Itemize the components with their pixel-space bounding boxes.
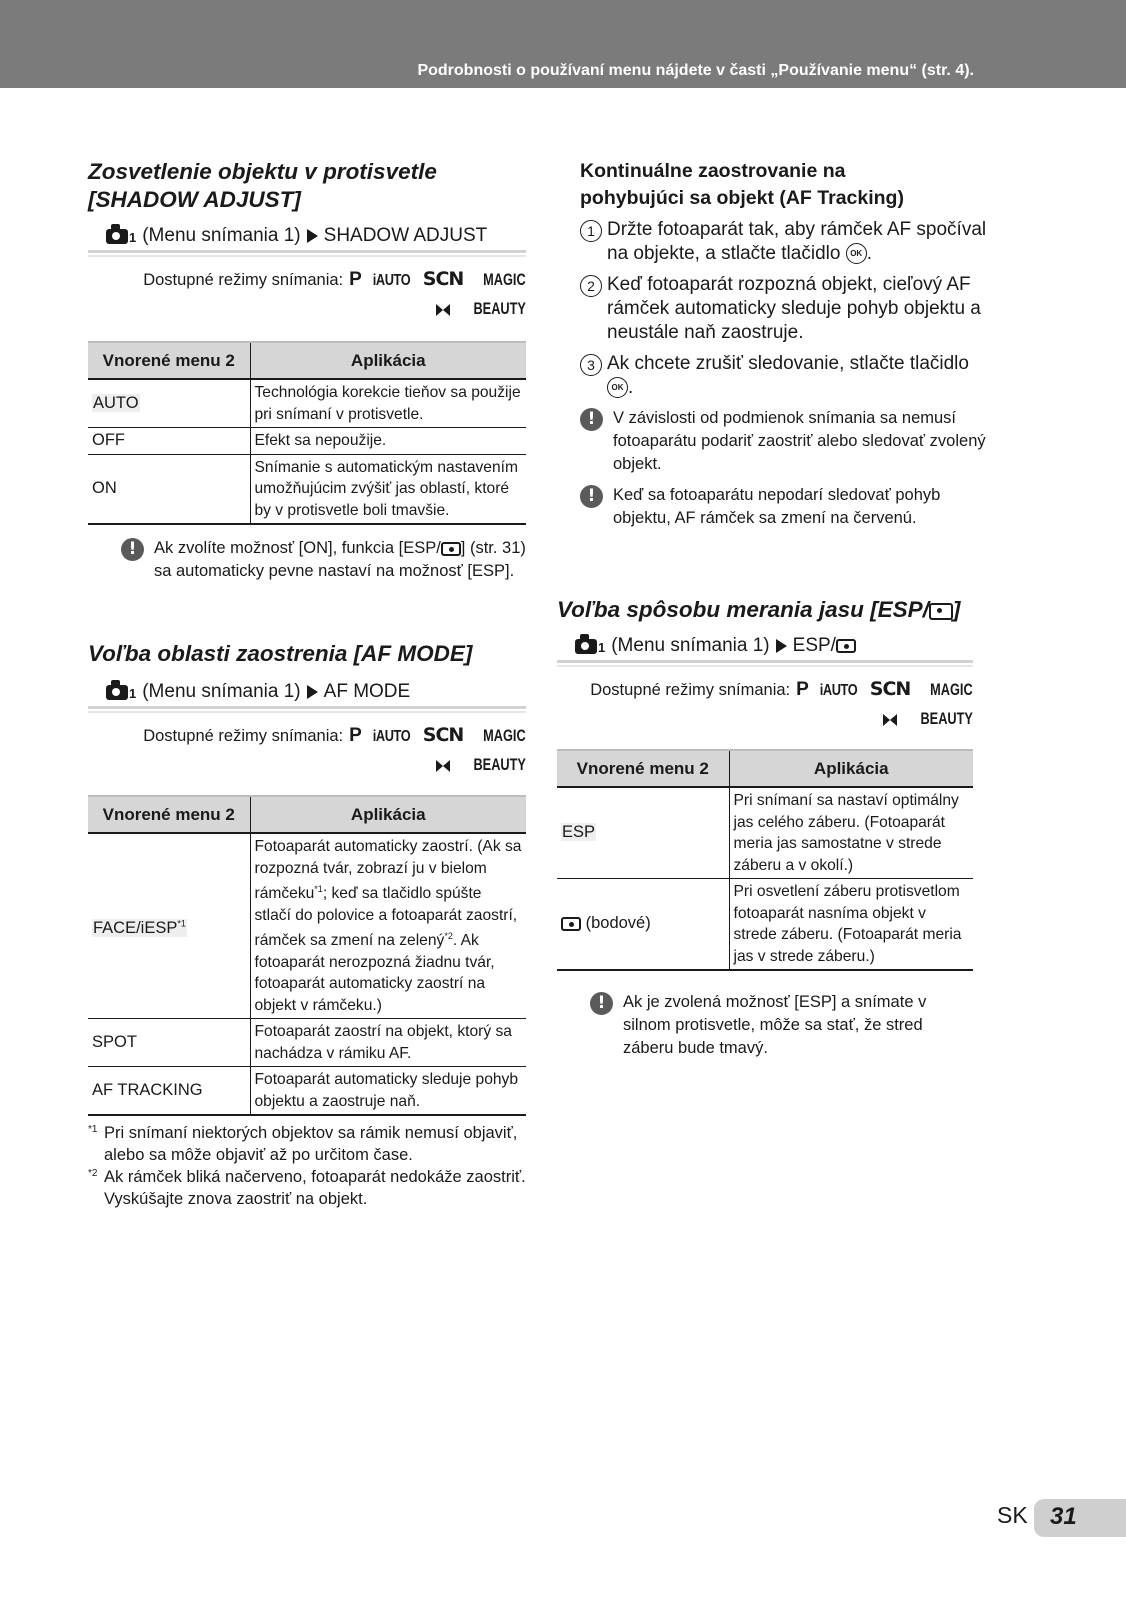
mode-magic-icon: MAGIC xyxy=(483,726,526,745)
row-name: ON xyxy=(88,454,250,524)
modes-label: Dostupné režimy snímania: xyxy=(590,681,791,699)
row-name: FACE/iESP$^{*1}$ xyxy=(93,918,186,937)
beauty-bowtie-icon xyxy=(883,714,897,726)
page-number: 31 xyxy=(1050,1503,1077,1530)
arrow-right-icon xyxy=(776,639,787,653)
menu-path-item: ESP/ xyxy=(792,635,836,656)
note xyxy=(88,537,526,583)
ok-button-icon: OK xyxy=(846,243,867,264)
caution-icon: ! xyxy=(580,485,603,508)
step-number: 1 xyxy=(580,220,602,242)
caution-icon: ! xyxy=(590,992,613,1015)
menu-path-item: SHADOW ADJUST xyxy=(323,225,488,246)
arrow-right-icon xyxy=(307,229,318,243)
spot-metering-icon xyxy=(836,639,856,653)
menu-path-prefix: (Menu snímania 1) xyxy=(611,635,770,656)
title-line: Zosvetlenie objektu v protisvetle xyxy=(88,159,437,184)
table-header: Vnorené menu 2 xyxy=(88,342,250,379)
mode-p-icon: P xyxy=(349,269,362,290)
section-title: Voľba spôsobu merania jasu [ESP/ ] xyxy=(557,597,961,622)
note-text: Ak zvolíte možnosť [ON], funkcia [ESP/ ] (str. 31) sa automaticky pevne nastaví na možnosť [ESP]. xyxy=(154,539,526,580)
mode-iauto-icon: iAUTO xyxy=(372,728,411,745)
shadow-table xyxy=(88,341,526,525)
header-text: Podrobnosti o používaní menu nájdete v časti „Používanie menu“ (str. 4). xyxy=(417,62,974,79)
table-row xyxy=(557,879,973,971)
step-text: Držte fotoaparát tak, aby rámček AF spočíval na objekte, a stlačte tlačidlo OK . xyxy=(607,219,987,264)
row-desc: Fotoaparát automaticky sleduje pohyb objektu a zaostruje naň. xyxy=(250,1067,526,1116)
arrow-right-icon xyxy=(307,685,318,699)
footnote-text: Pri snímaní niektorých objektov sa rámik nemusí objaviť, alebo sa môže objaviť až po určitom čase. xyxy=(104,1124,518,1165)
title-line: Kontinuálne zaostrovanie na xyxy=(580,160,846,182)
modes-label: Dostupné režimy snímania: xyxy=(143,271,344,289)
footnote-text: Ak rámček bliká načerveno, fotoaparát nedokáže zaostriť. Vyskúšajte znova zaostriť na objekt. xyxy=(104,1168,526,1209)
menu-path xyxy=(88,222,526,253)
menu-path xyxy=(557,632,973,663)
footnotes xyxy=(88,1122,526,1210)
camera-icon: 1 xyxy=(575,639,605,654)
note-text: Ak je zvolená možnosť [ESP] a snímate v silnom protisvetle, môže sa stať, že stred záberu bude tmavý. xyxy=(623,993,927,1057)
beauty-bowtie-icon xyxy=(436,304,450,316)
section-title: Voľba oblasti zaostrenia [AF MODE] xyxy=(88,641,473,666)
tracking-section xyxy=(580,158,990,530)
mode-beauty-icon: BEAUTY xyxy=(920,709,973,728)
menu-path xyxy=(88,678,526,709)
mode-magic-icon: MAGIC xyxy=(930,680,973,699)
table-row xyxy=(88,379,526,428)
step-text: Ak chcete zrušiť sledovanie, stlačte tlačidlo OK . xyxy=(607,353,969,398)
esp-table xyxy=(557,749,973,971)
note-text: Keď sa fotoaparátu nepodarí sledovať pohyb objektu, AF rámček sa zmení na červenú. xyxy=(613,486,941,527)
row-name: OFF xyxy=(88,428,250,455)
step-number: 2 xyxy=(580,275,602,297)
mode-p-icon: P xyxy=(796,679,809,700)
mode-beauty-icon: BEAUTY xyxy=(473,755,526,774)
afmode-table xyxy=(88,795,526,1116)
row-name: AUTO xyxy=(93,393,139,412)
page-number-box xyxy=(1034,1499,1126,1537)
table-row xyxy=(88,428,526,455)
camera-icon: 1 xyxy=(106,229,136,244)
caution-icon: ! xyxy=(121,538,144,561)
note xyxy=(580,484,990,530)
steps xyxy=(580,218,990,400)
available-modes xyxy=(557,675,973,733)
spot-metering-icon xyxy=(929,603,953,620)
row-desc: Fotoaparát zaostrí na objekt, ktorý sa nachádza v rámiku AF. xyxy=(250,1019,526,1067)
mode-scn-icon: SCN xyxy=(422,268,464,290)
footnote xyxy=(88,1166,526,1210)
step-item xyxy=(580,273,990,345)
menu-path-item: AF MODE xyxy=(323,681,411,702)
table-header: Aplikácia xyxy=(250,796,526,833)
esp-section xyxy=(557,596,973,1060)
mode-magic-icon: MAGIC xyxy=(483,270,526,289)
language-code: SK xyxy=(997,1502,1028,1528)
row-desc: Fotoaparát automaticky zaostrí. (Ak sa rozpozná tvár, zobrazí ju v bielom rámčeku$^{*1}$; keď sa tlačidlo spúšte stlačí do polovice a fotoaparát zaostrí, rámček sa zmení na zelený$^{*2}$. Ak fotoaparát nerozpozná žiadnu tvár, fotoaparát automaticky zaostrí na objekt v rámčeku.) xyxy=(250,833,526,1019)
step-item xyxy=(580,352,990,400)
note xyxy=(580,407,990,476)
table-row xyxy=(88,833,526,1019)
row-name: (bodové) xyxy=(557,879,729,971)
note-text: V závislosti od podmienok snímania sa nemusí fotoaparátu podariť zaostriť alebo sledovať zvolený objekt. xyxy=(613,409,986,473)
row-desc: Snímanie s automatickým nastavením umožňujúcim zvýšiť jas oblastí, ktoré by v protisvetle boli tmavšie. xyxy=(250,454,526,524)
ok-button-icon: OK xyxy=(607,377,628,398)
section-title xyxy=(88,158,526,214)
row-desc: Efekt sa nepoužije. xyxy=(250,428,526,455)
row-desc: Pri snímaní sa nastaví optimálny jas celého záberu. (Fotoaparát meria jas samostatne v strede záberu a v okolí.) xyxy=(729,787,973,879)
camera-icon: 1 xyxy=(106,685,136,700)
footnote-mark: *1 xyxy=(88,1124,98,1136)
afmode-section xyxy=(88,640,526,1210)
footnote xyxy=(88,1122,526,1166)
shadow-section xyxy=(88,158,526,583)
note xyxy=(557,991,973,1060)
row-name: AF TRACKING xyxy=(88,1067,250,1116)
modes-label: Dostupné režimy snímania: xyxy=(143,727,344,745)
table-header: Aplikácia xyxy=(729,750,973,787)
menu-path-prefix: (Menu snímania 1) xyxy=(142,681,301,702)
spot-metering-icon xyxy=(561,917,581,931)
title-line: [SHADOW ADJUST] xyxy=(88,187,301,212)
row-desc: Technológia korekcie tieňov sa použije pri snímaní v protisvetle. xyxy=(250,379,526,428)
table-header: Aplikácia xyxy=(250,342,526,379)
header-bar xyxy=(0,0,1126,88)
table-row xyxy=(88,454,526,524)
row-desc: Pri osvetlení záberu protisvetlom fotoaparát nasníma objekt v strede záberu. (Fotoaparát meria jas v strede záberu.) xyxy=(729,879,973,971)
title-line: pohybujúci sa objekt (AF Tracking) xyxy=(580,187,904,209)
row-name: SPOT xyxy=(88,1019,250,1067)
row-name: ESP xyxy=(562,823,596,842)
mode-iauto-icon: iAUTO xyxy=(819,682,858,699)
beauty-bowtie-icon xyxy=(436,760,450,772)
table-row xyxy=(88,1067,526,1116)
mode-scn-icon: SCN xyxy=(422,724,464,746)
mode-iauto-icon: iAUTO xyxy=(372,272,411,289)
step-item xyxy=(580,218,990,266)
step-text: Keď fotoaparát rozpozná objekt, cieľový AF rámček automaticky sleduje pohyb objektu a neustále naň zaostruje. xyxy=(607,274,981,343)
table-row xyxy=(557,787,973,879)
caution-icon: ! xyxy=(580,408,603,431)
menu-path-prefix: (Menu snímania 1) xyxy=(142,225,301,246)
mode-p-icon: P xyxy=(349,725,362,746)
mode-scn-icon: SCN xyxy=(869,678,911,700)
spot-metering-icon xyxy=(441,542,461,556)
mode-beauty-icon: BEAUTY xyxy=(473,299,526,318)
available-modes xyxy=(88,265,526,323)
table-row xyxy=(88,1019,526,1067)
section-title xyxy=(580,158,990,212)
table-header: Vnorené menu 2 xyxy=(88,796,250,833)
step-number: 3 xyxy=(580,354,602,376)
available-modes xyxy=(88,721,526,779)
footnote-mark: *2 xyxy=(88,1168,98,1180)
table-header: Vnorené menu 2 xyxy=(557,750,729,787)
